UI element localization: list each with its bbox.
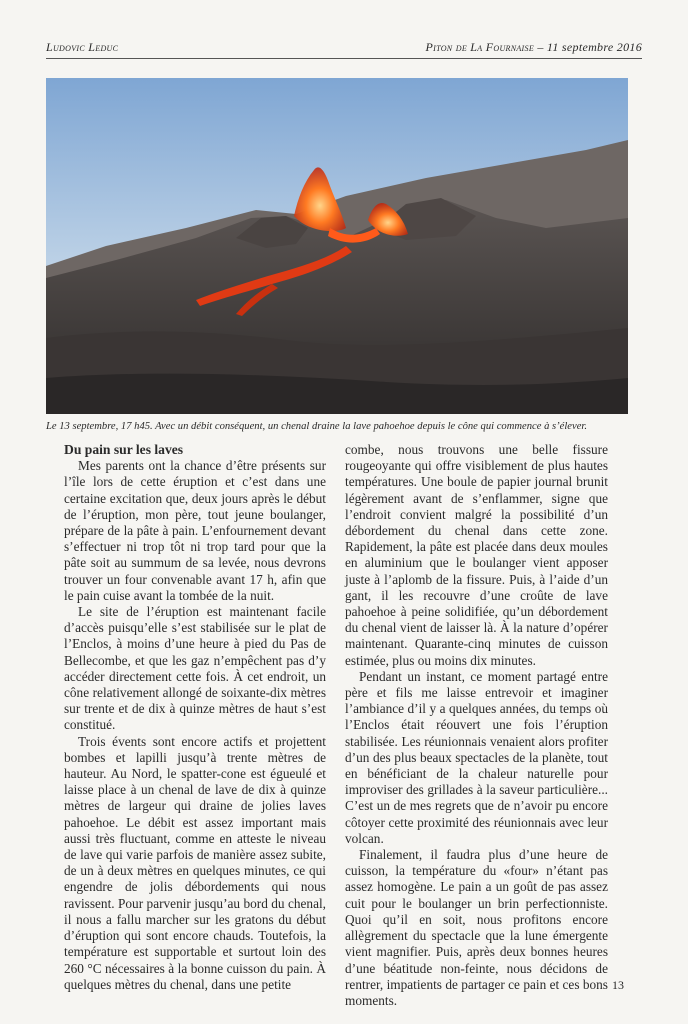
column-left [64,442,326,993]
publication-title [426,40,642,55]
paragraph: Le site de l’éruption est maintenant facile d’accès puisqu’elle s’est stabilisée sur le plat de l’Enclos, à moins d’une heure à pied du Pas de Bellecombe, et que les gaz n’empêchent pas d’y accéder directement cette fois. À cet endroit, un cône relativement allongé de soixante-dix mètres sur trente et de dix à quinze mètres de haut s’est constitué. [64,604,326,733]
running-head [46,36,642,59]
author-name: Ludovic Leduc [46,40,119,54]
column-right [345,442,608,1009]
photo-caption: Le 13 septembre, 17 h45. Avec un débit conséquent, un chenal draine la lave pahoehoe depuis le cône qui commence à s’élever. [46,421,588,432]
eruption-illustration [46,78,628,414]
paragraph: Finalement, il faudra plus d’une heure de cuisson, la température du «four» n’étant pas assez homogène. Le pain a un goût de pas assez cuit pour le boulanger un brin perfectionniste. Quoi qu’il en soit, nous profitons encore allègrement du spectacle que la lune émergente vient magnifier. Puis, après deux bonnes heures d’une béatitude non-feinte, nous décidons de rentrer, impatients de partager ce pain et ces bons moments. [345,847,608,1008]
paragraph: Trois évents sont encore actifs et projettent bombes et lapilli jusqu’à trente mètres de hauteur. Au Nord, le spatter-cone est égueulé et laisse place à un chenal de lave de dix à quinze mètres de largeur qui draine de jolies laves pahoehoe. Le débit est assez important mais aussi très fluctuant, comme en atteste le niveau de lave qui varie parfois de manière assez subite, de un à deux mètres en quelques minutes, ce qui engendre de jolis débordements qui nous ravissent. Pour parvenir jusqu’au bord du chenal, il nous a fallu marcher sur les gratons du début d’éruption qui sont encore chauds. Toutefois, la température est supportable et surtout loin des 260 °C nécessaires à la bonne cuisson du pain. À quelques mètres du chenal, dans une petite [64,733,326,992]
paragraph: combe, nous trouvons une belle fissure rougeoyante qui offre visiblement de plus hautes températures. Une boule de papier journal brunit légèrement avant de s’enflammer, signe que l’endroit convient malgré la possibilité d’un débordement du chenal dans cette zone. Rapidement, la pâte est placée dans deux moules en aluminium que le boulanger vient apposer juste à l’aplomb de la fissure. Puis, à l’aide d’un gant, il les recouvre d’une croûte de lave pahoehoe à peine solidifiée, qu’un débordement du chenal vient de laisser là. À la nature d’opérer maintenant. Quarante-cinq minutes de cuisson estimée, plus ou moins dix minutes. [345,442,608,668]
publication-title-main: Piton de La Fournaise [425,40,535,54]
page-number: 13 [612,978,624,992]
article-heading: Du pain sur les laves [64,442,184,457]
paragraph: Pendant un instant, ce moment partagé entre père et fils me laisse entrevoir et imaginer l’ambiance d’il y a quelques années, du temps où l’Enclos était réouvert une fois l’éruption stabilisée. Les réunionnais venaient alors profiter d’un des plus beaux spectacles de la planète, tout en bénéficiant de la chaleur naturelle pour improviser des grillades à la saveur particulière... C’est un de mes regrets que de n’avoir pu encore côtoyer cette proximité des réunionnais avec leur volcan. [345,668,608,846]
paragraph: Mes parents ont la chance d’être présents sur l’île lors de cette éruption et c’est dans une certaine excitation que, deux jours après le début de l’éruption, mon père, tout jeune boulanger, prépare de la pâte à pain. L’enfournement devant s’effectuer ni trop tôt ni trop tard pour que la pâte soit au summum de sa levée, nous devrons trouver un four convenable avant 17 h, afin que le pain cuise avant la tombée de la nuit. [64,458,326,603]
publication-title-date: – 11 septembre 2016 [534,40,642,54]
eruption-photo [46,78,628,414]
